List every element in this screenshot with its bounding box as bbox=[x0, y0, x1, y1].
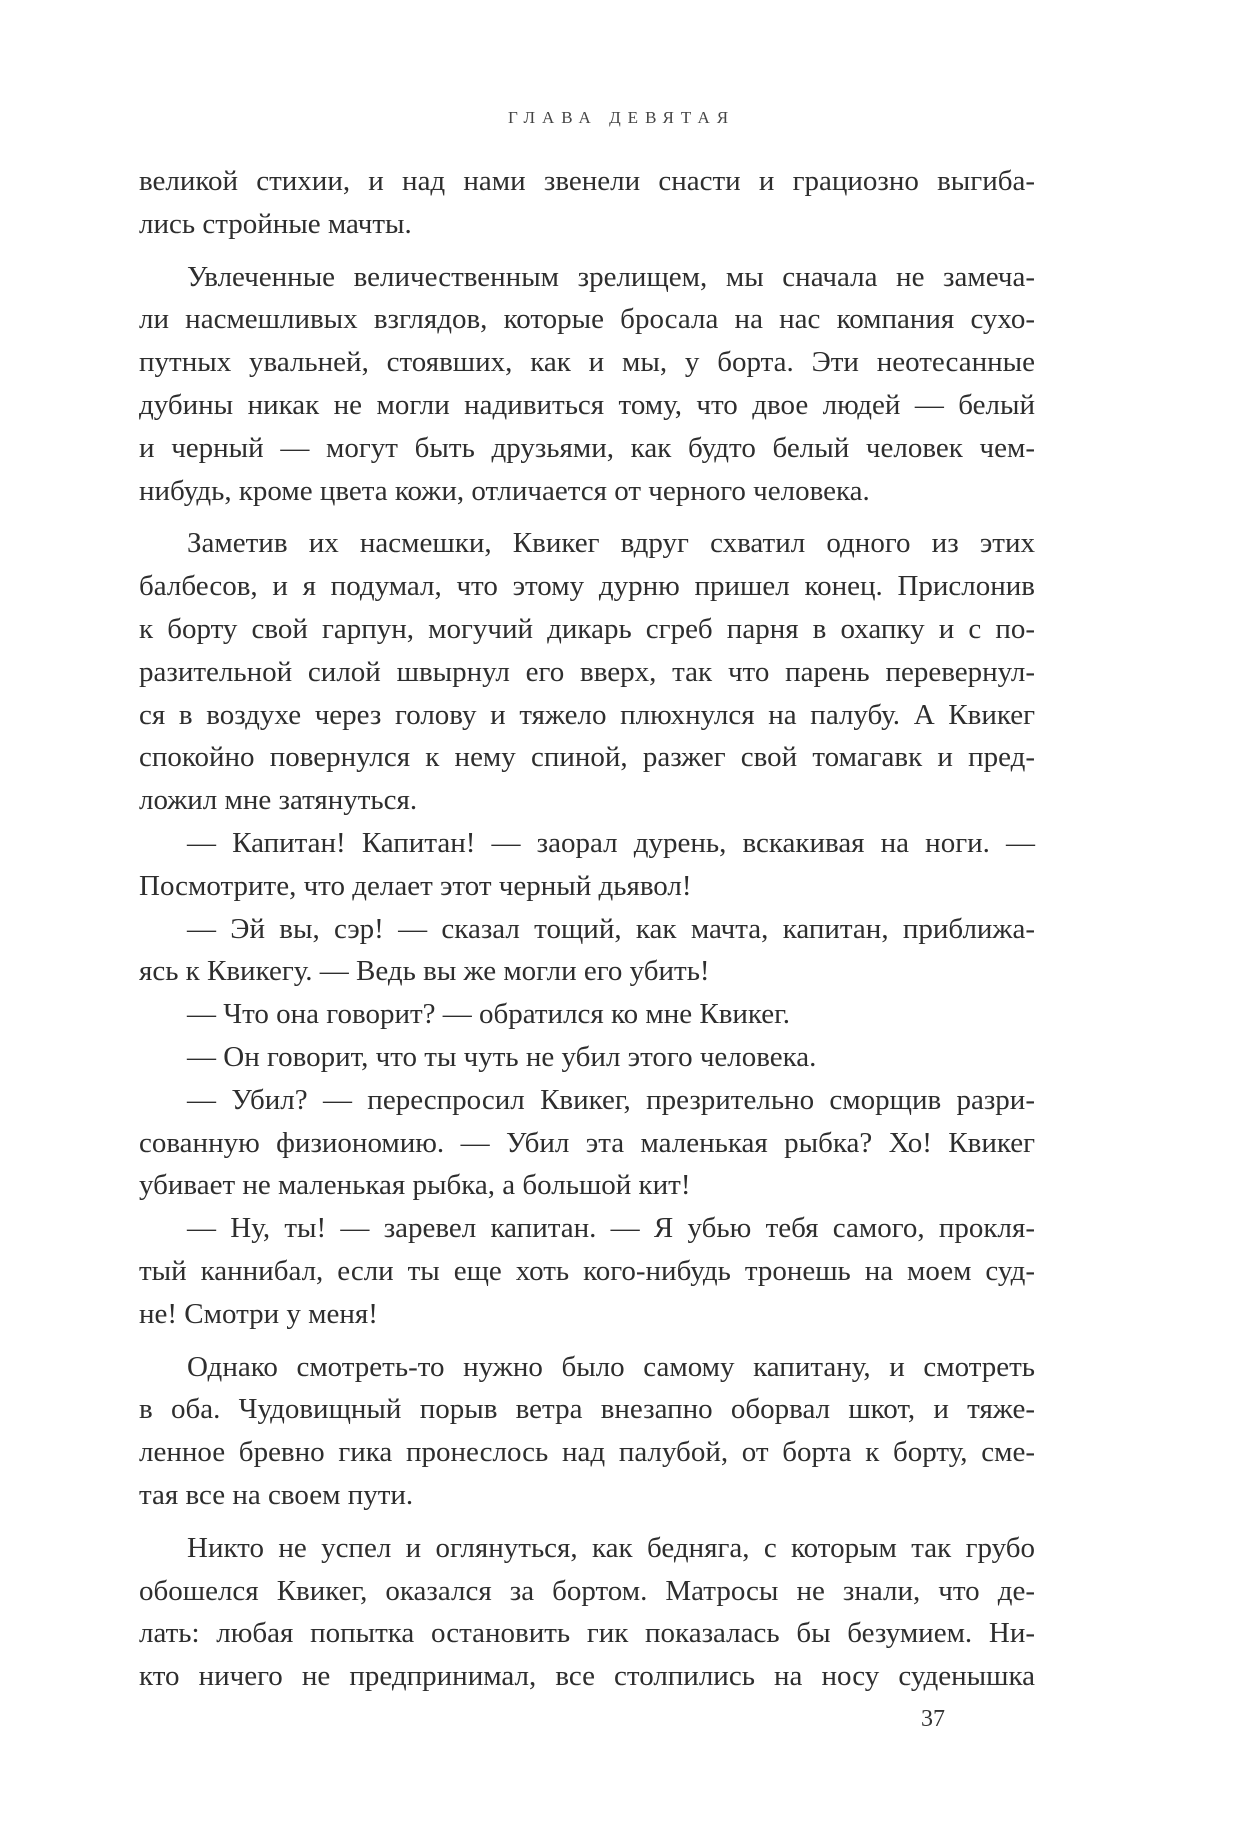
page-number: 37 bbox=[921, 1706, 945, 1732]
text-line: разительной силой швырнул его вверх, так что парень перевернул- bbox=[139, 655, 1035, 688]
dialogue-line: — Капитан! Капитан! — заорал дурень, вскакивая на ноги. — bbox=[187, 826, 1035, 859]
text-line: спокойно повернулся к нему спиной, разжег свой томагавк и пред- bbox=[139, 741, 1035, 774]
dialogue-line: — Убил? — переспросил Квикег, презрительно сморщив разри- bbox=[187, 1083, 1035, 1116]
text-line: ясь к Квикегу. — Ведь вы же могли его убить! bbox=[139, 955, 710, 988]
paragraph-first-line: Заметив их насмешки, Квикег вдруг схватил одного из этих bbox=[187, 527, 1035, 560]
text-line: Посмотрите, что делает этот черный дьявол! bbox=[139, 869, 692, 902]
text-line: ся в воздухе через голову и тяжело плюхнулся на палубу. А Квикег bbox=[139, 698, 1035, 731]
dialogue-line: — Он говорит, что ты чуть не убил этого человека. bbox=[187, 1040, 817, 1073]
text-line: дубины никак не могли надивиться тому, что двое людей — белый bbox=[139, 388, 1035, 421]
text-line: ленное бревно гика пронеслось над палубой, от борта к борту, сме- bbox=[139, 1436, 1035, 1469]
text-line: и черный — могут быть друзьями, как будто белый человек чем- bbox=[139, 431, 1035, 464]
text-line: убивает не маленькая рыбка, а большой кит! bbox=[139, 1169, 691, 1202]
text-line: не! Смотри у меня! bbox=[139, 1297, 378, 1330]
text-line: сованную физиономию. — Убил эта маленькая рыбка? Хо! Квикег bbox=[139, 1126, 1035, 1159]
text-line: путных увальней, стоявших, как и мы, у борта. Эти неотесанные bbox=[139, 346, 1035, 379]
text-line: нибудь, кроме цвета кожи, отличается от черного человека. bbox=[139, 474, 870, 507]
text-line: ложил мне затянуться. bbox=[139, 784, 418, 817]
text-line: ли насмешливых взглядов, которые бросала на нас компания сухо- bbox=[139, 303, 1035, 336]
body-text bbox=[139, 160, 1035, 1698]
running-head-chapter-title: ГЛАВА ДЕВЯТАЯ bbox=[507, 108, 736, 127]
text-line: тая все на своем пути. bbox=[139, 1478, 414, 1511]
text-line: лись стройные мачты. bbox=[139, 207, 412, 240]
text-line: к борту свой гарпун, могучий дикарь сгреб парня в охапку и с по- bbox=[139, 612, 1035, 645]
dialogue-line: — Что она говорит? — обратился ко мне Квикег. bbox=[187, 998, 791, 1031]
text-line: лать: любая попытка остановить гик показалась бы безумием. Ни- bbox=[139, 1617, 1035, 1650]
dialogue-line: — Эй вы, сэр! — сказал тощий, как мачта, капитан, приближа- bbox=[187, 912, 1035, 945]
text-line: балбесов, и я подумал, что этому дурню пришел конец. Прислонив bbox=[139, 570, 1035, 603]
dialogue-line: — Ну, ты! — заревел капитан. — Я убью тебя самого, прокля- bbox=[187, 1212, 1035, 1245]
text-line: тый каннибал, если ты еще хоть кого-нибудь тронешь на моем суд- bbox=[139, 1254, 1035, 1287]
text-line: обошелся Квикег, оказался за бортом. Матросы не знали, что де- bbox=[139, 1574, 1035, 1607]
paragraph-first-line: Никто не успел и оглянуться, как бедняга, с которым так грубо bbox=[187, 1531, 1035, 1564]
paragraph-first-line: Однако смотреть-то нужно было самому капитану, и смотреть bbox=[187, 1350, 1035, 1383]
text-line: кто ничего не предпринимал, все столпились на носу суденышка bbox=[139, 1660, 1035, 1693]
text-line: в оба. Чудовищный порыв ветра внезапно оборвал шкот, и тяже- bbox=[139, 1393, 1035, 1426]
text-line: великой стихии, и над нами звенели снасти и грациозно выгиба- bbox=[139, 165, 1035, 197]
paragraph-first-line: Увлеченные величественным зрелищем, мы сначала не замеча- bbox=[187, 260, 1035, 293]
